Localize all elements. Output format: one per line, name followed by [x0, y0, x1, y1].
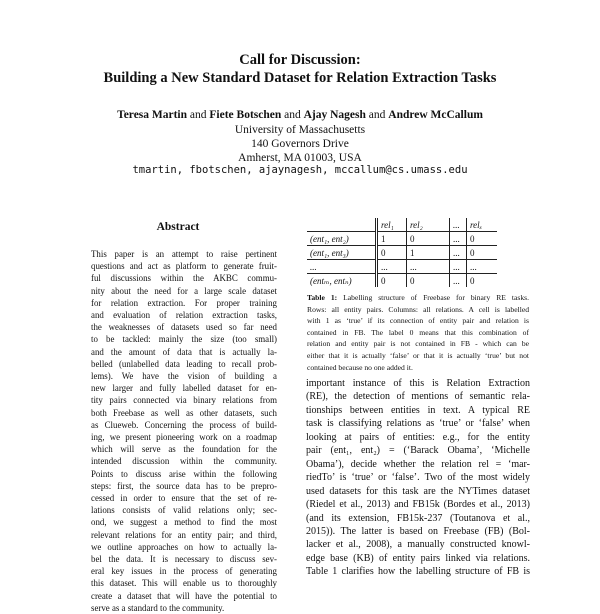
author-separator: and — [189, 109, 207, 121]
text-line: cessed in order to ensure that the set of re- — [91, 493, 277, 504]
table-column-header: ... — [450, 218, 467, 232]
table-cell: ... — [377, 260, 407, 274]
text-line: ing, we present pioneering work on a roadmap — [91, 432, 277, 443]
caption-line: Rows: all entity pairs. Columns: all relations. A cell is labelled — [307, 304, 529, 314]
table-cell: ... — [450, 246, 467, 260]
author-separator: and — [284, 109, 301, 121]
caption-line: either that it is actually ‘false’ or that it is actually ‘true’ but not — [307, 350, 529, 360]
table-cell: 1 — [377, 232, 407, 246]
text-line: as Clueweb. Concerning the process of build- — [91, 419, 277, 430]
text-line: task is classifying relations as ‘true’ or ‘false’ when — [306, 418, 530, 430]
text-line: Points to discuss arise within the following — [91, 468, 277, 479]
author-emails: tmartin, fbotschen, ajaynagesh, mccallum@cs.umass.edu — [132, 164, 468, 176]
table-cell: ... — [450, 274, 467, 288]
text-line: (RE), the detection of mentions of semantic rela- — [306, 391, 530, 403]
text-line: tity pairs connected via binary relations from — [91, 395, 277, 406]
caption-line: Labelling structure of Freebase for binary RE tasks. — [337, 293, 529, 302]
table-header-row — [307, 218, 497, 232]
table-cell: 0 — [467, 232, 498, 246]
text-line: create a dataset that will have the potential to — [91, 590, 277, 601]
abstract-heading: Abstract — [156, 221, 200, 233]
text-line: and evaluation of relation extraction tasks, — [91, 310, 277, 321]
table-cell: 1 — [407, 246, 450, 260]
caption-line: relation and entity pair is not contained in FB - which can be — [307, 339, 529, 349]
author-list — [0, 108, 600, 123]
text-line: riedTo’ is ‘true’ or ‘false’. Two of the most widely — [306, 472, 530, 484]
text-line: important instance of this is Relation Extraction — [306, 378, 530, 389]
text-line: (and its extension, FB15k-237 (Toutanova et al., — [306, 512, 530, 524]
caption-label: Table 1: — [307, 293, 338, 302]
table-cell: 0 — [377, 274, 407, 288]
text-line: ful discussions within the AKBC commu- — [91, 273, 277, 284]
table-cell: 0 — [407, 232, 450, 246]
text-line: steps: first, the source data has to be prepro- — [91, 480, 277, 491]
table-cell: 0 — [467, 246, 498, 260]
text-line: the weaknesses of datasets used so far need — [91, 322, 277, 333]
abstract-body — [91, 248, 277, 614]
body-text-right-column — [306, 377, 530, 579]
text-line: bel the data. It is necessary to discuss sev- — [91, 554, 277, 565]
text-line: relevant relations for an entity pair; and third, — [91, 529, 277, 540]
text-line: used datasets for this task are the NYTimes dataset — [306, 485, 530, 497]
text-line: lations consists of valid relations only; sec- — [91, 505, 277, 516]
text-line: 2015)). The latter is based on Freebase (FB) (Bol- — [306, 525, 530, 537]
table-1-caption — [307, 292, 529, 373]
table-column-header: relₓ — [470, 219, 483, 230]
text-line: we outline approaches on how to actually la- — [91, 541, 277, 552]
text-line: looking at pairs of entities: e.g., for the entity — [306, 431, 530, 443]
table-row — [307, 274, 497, 288]
text-line: intended discussion within the community. — [91, 456, 277, 467]
text-line: to be tackled: mainly the size (too small) — [91, 334, 277, 345]
table-cell: ... — [407, 260, 450, 274]
caption-line: contained because no one added it. — [307, 362, 413, 372]
table-1 — [307, 218, 497, 287]
text-line: lacker et al., 2008), a manually constructed knowl- — [306, 539, 530, 551]
table-row-label: ... — [307, 260, 377, 274]
table-cell: ... — [450, 232, 467, 246]
text-line: tionships between entities in text. A typical RE — [306, 404, 530, 416]
table-cell: 0 — [467, 274, 498, 288]
table-column-header: rel₁ — [377, 218, 407, 232]
author-name: Fiete Botschen — [209, 109, 282, 121]
table-row-label: (ent₁, ent₃) — [307, 246, 377, 260]
paper-title-line1: Call for Discussion: — [239, 52, 361, 68]
table-row-label: (entₘ, entₙ) — [307, 274, 377, 288]
table-column-header: rel₂ — [407, 218, 450, 232]
author-separator: and — [368, 109, 386, 121]
text-line: questions and act as platform to generate fruit- — [91, 261, 277, 272]
author-name: Ajay Nagesh — [303, 109, 366, 121]
text-line: edge base (KB) of entity pairs linked via relations. — [306, 552, 530, 564]
table-row — [307, 260, 497, 274]
table-cell: ... — [450, 260, 467, 274]
text-line: lems). We have the vision of building a — [91, 371, 277, 382]
table-corner-cell — [307, 218, 377, 232]
text-line: this dataset. This will enable us to thoroughly — [91, 578, 277, 589]
affiliation-line: Amherst, MA 01003, USA — [238, 152, 362, 164]
author-name: Andrew McCallum — [388, 109, 483, 121]
text-line: new larger and fully labelled dataset for en- — [91, 383, 277, 394]
author-name: Teresa Martin — [117, 109, 188, 121]
text-line: both Freebase as well as other datasets, such — [91, 407, 277, 418]
paper-title-line2: Building a New Standard Dataset for Relation Extraction Tasks — [103, 70, 497, 86]
caption-line: with 1 as ‘true’ if its connection of entity pair and relation is — [307, 316, 529, 326]
text-line: belled (unlabelled data leading to recall prob- — [91, 358, 277, 369]
text-line: (Riedel et al., 2013) and FB15k (Bordes et al., 2013) — [306, 499, 530, 511]
table-cell: 0 — [407, 274, 450, 288]
table-row-label: (ent₁, ent₂) — [307, 232, 377, 246]
affiliation-line: 140 Governors Drive — [251, 138, 349, 150]
text-line: which will serve as the foundation for the — [91, 444, 277, 455]
table-cell: ... — [467, 260, 498, 274]
text-line: and the amount of data that is actually la- — [91, 346, 277, 357]
table-cell: 0 — [377, 246, 407, 260]
affiliation-line: University of Massachusetts — [234, 124, 366, 136]
text-line: pair (ent₁, ent₂) = (‘Barack Obama’, ‘Michelle — [306, 445, 530, 457]
text-line: serve as a standard to the community. — [91, 602, 225, 613]
text-line: This paper is an attempt to raise pertinent — [91, 249, 277, 259]
caption-line: contained in FB. The label 0 means that this combination of — [307, 327, 529, 337]
text-line: eral key issues in the process of generating — [91, 566, 277, 577]
text-line: for relation extraction. For proper training — [91, 297, 277, 308]
table-row — [307, 232, 497, 246]
text-line: nity about the need for a large scale dataset — [91, 285, 277, 296]
table-row — [307, 246, 497, 260]
text-line: Table 1 clarifies how the labelling structure of FB is — [306, 566, 530, 578]
text-line: Obama’), decide whether the relation rel = ‘mar- — [306, 458, 530, 470]
text-line: ond, we suggest a method to find the most — [91, 517, 277, 528]
